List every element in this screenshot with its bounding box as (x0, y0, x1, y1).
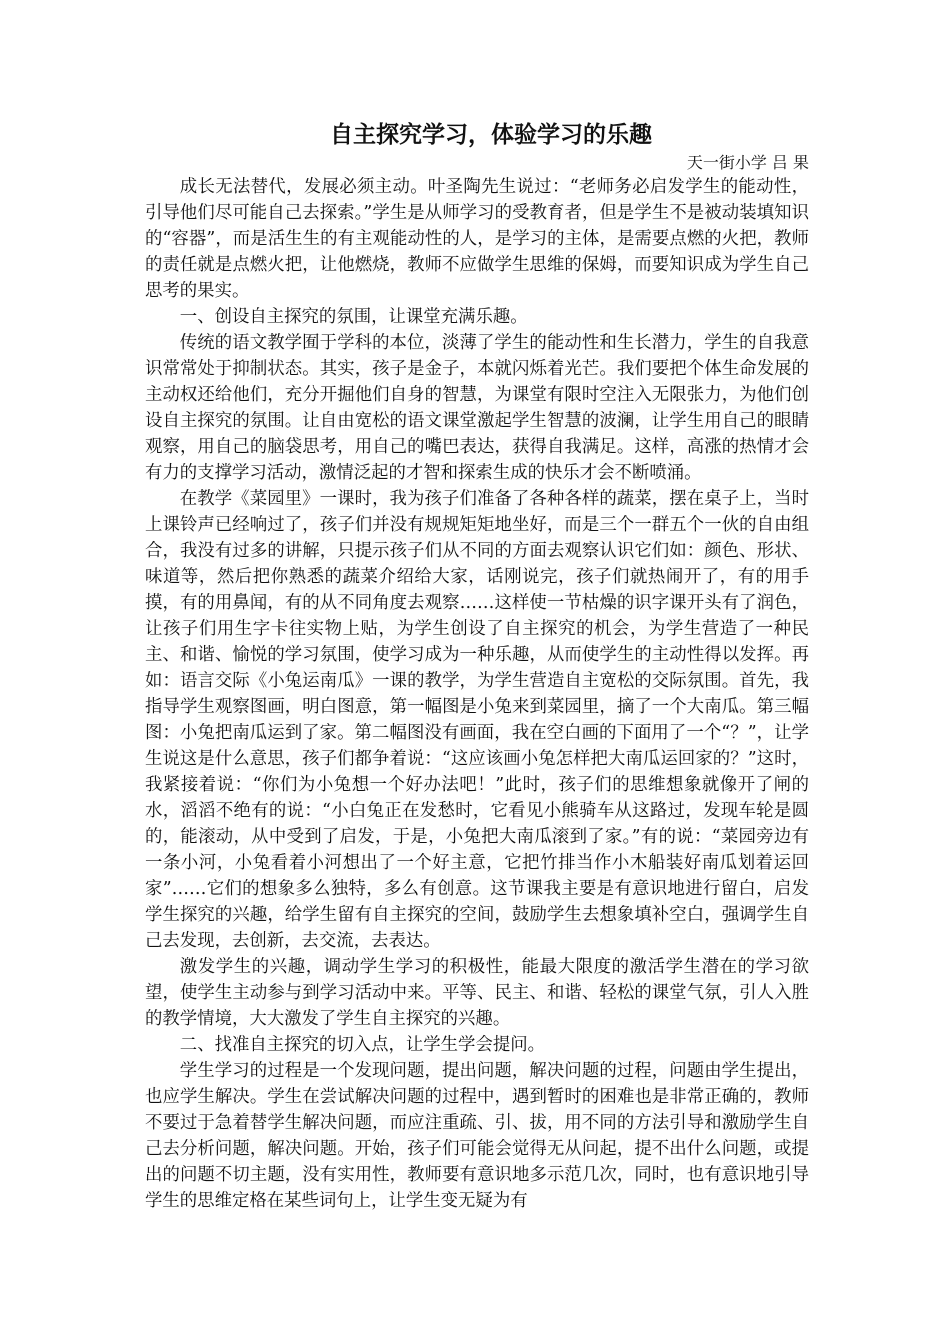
section-heading-1: 一、创设自主探究的氛围，让课堂充满乐趣。 (179, 307, 528, 327)
paragraph-body: 传统的语文教学囿于学科的本位，淡薄了学生的能动性和生长潜力，学生的自我意识常常处于抑制状态。其实，孩子是金子，本就闪烁着光芒。我们要把个体生命发展的主动权还给他们，充分开掘他们自身的智慧，为课堂有限时空注入无限张力，为他们创设自主探究的氛围。让自由宽松的语文课堂激起学生智慧的波澜，让学生用自己的眼睛观察，用自己的脑袋思考，用自己的嘴巴表达，获得自我满足。这样，高涨的热情才会有力的支撑学习活动，激情泛起的才智和探索生成的快乐才会不断喷涌。 (145, 333, 809, 483)
document-title: 自主探究学习，体验学习的乐趣 (330, 121, 652, 148)
paragraph-body: 在教学《菜园里》一课时，我为孩子们准备了各种各样的蔬菜，摆在桌子上，当时上课铃声已经响过了，孩子们并没有规规矩矩地坐好，而是三个一群五个一伙的自由组合，我没有过多的讲解，只提示孩子们从不同的方面去观察认识它们如：颜色、形状、味道等，然后把你熟悉的蔬菜介绍给大家，话刚说完，孩子们就热闹开了，有的用手摸，有的用鼻闻，有的从不同角度去观察……这样使一节枯燥的识字课开头有了润色，让孩子们用生字卡往实物上贴，为学生创设了自主探究的机会，为学生营造了一种民主、和谐、愉悦的学习氛围，使学习成为一种乐趣，从而使学生的主动性得以发挥。再如：语言交际《小兔运南瓜》一课的教学，为学生营造自主宽松的交际氛围。首先，我指导学生观察图画，明白图意，第一幅图是小兔来到菜园里，摘了一个大南瓜。第三幅图：小兔把南瓜运到了家。第二幅图没有画面，我在空白画的下面用了一个“？”，让学生说这是什么意思，孩子们都争着说：“这应该画小兔怎样把大南瓜运回家的？”这时，我紧接着说：“你们为小兔想一个好办法吧！”此时，孩子们的思维想象就像开了闸的水，滔滔不绝有的说：“小白兔正在发愁时，它看见小熊骑车从这路过，发现车轮是圆的，能滚动，从中受到了启发，于是，小兔把大南瓜滚到了家。”有的说：“菜园旁边有一条小河，小兔看着小河想出了一个好主意，它把竹排当作小木船装好南瓜划着运回家”……它们的想象多么独特，多么有创意。这节课我主要是有意识地进行留白，启发学生探究的兴趣，给学生留有自主探究的空间，鼓励学生去想象填补空白，强调学生自己去发现，去创新，去交流，去表达。 (145, 489, 809, 951)
document-page (145, 118, 809, 1214)
paragraph-body: 学生学习的过程是一个发现问题，提出问题，解决问题的过程，问题由学生提出，也应学生解决。学生在尝试解决问题的过程中，遇到暂时的困难也是非常正确的，教师不要过于急着替学生解决问题，而应注重疏、引、拔，用不同的方法引导和激励学生自己去分析问题，解决问题。开始，孩子们可能会觉得无从问起，提不出什么问题，或提出的问题不切主题，没有实用性，教师要有意识地多示范几次，同时，也有意识地引导学生的思维定格在某些词句上，让学生变无疑为有 (145, 1061, 809, 1211)
paragraph-intro: 成长无法替代，发展必须主动。叶圣陶先生说过：“老师务必启发学生的能动性，引导他们尽可能自己去探索。”学生是从师学习的受教育者，但是学生不是被动装填知识的“容器”，而是活生生的有主观能动性的人，是学习的主体，是需要点燃的火把，教师的责任就是点燃火把，让他燃烧，教师不应做学生思维的保姆，而要知识成为学生自己思考的果实。 (145, 177, 809, 301)
section-heading-2: 二、找准自主探究的切入点，让学生学会提问。 (179, 1035, 546, 1055)
paragraph-body: 激发学生的兴趣，调动学生学习的积极性，能最大限度的激活学生潜在的学习欲望，使学生主动参与到学习活动中来。平等、民主、和谐、轻松的课堂气氛，引人入胜的教学情境，大大激发了学生自主探究的兴趣。 (145, 957, 809, 1029)
author-line: 天一街小学 吕 果 (686, 153, 809, 172)
